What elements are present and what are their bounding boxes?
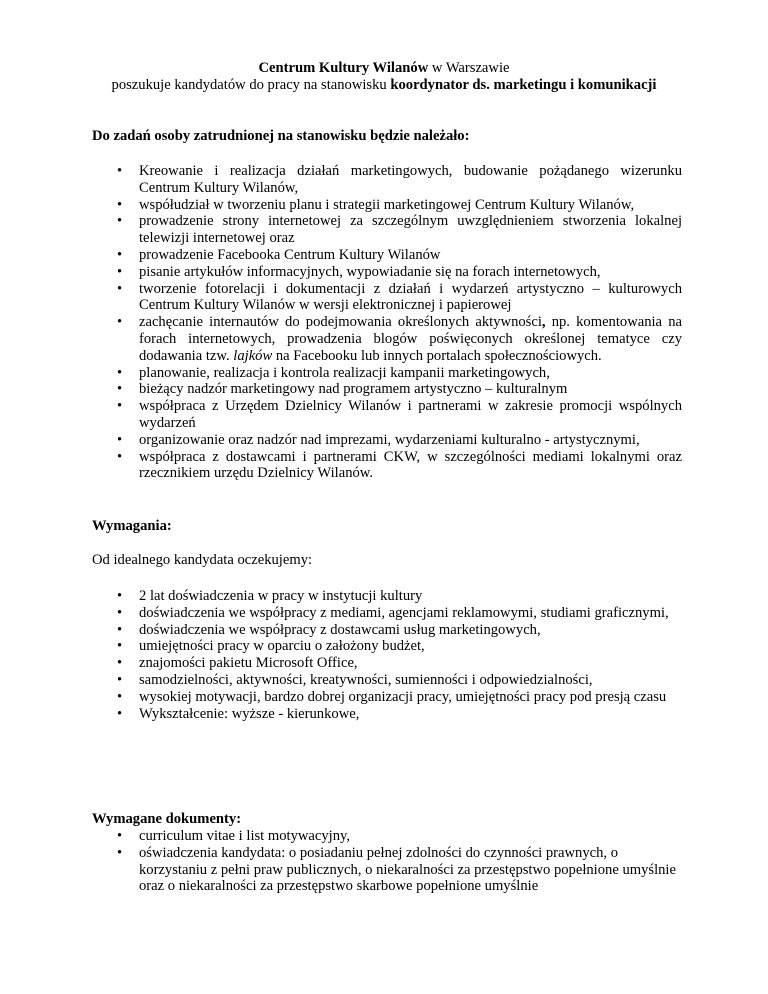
list-item: • bieżący nadzór marketingowy nad programem artystyczno – kulturalnym <box>117 381 568 398</box>
bullet-icon: • <box>117 655 123 672</box>
org-location: w Warszawie <box>428 60 510 76</box>
list-item: • Wykształcenie: wyższe - kierunkowe, <box>117 705 360 722</box>
duties-heading: Do zadań osoby zatrudnionej na stanowisku będzie należało: <box>92 128 470 144</box>
bullet-icon: • <box>117 604 123 621</box>
bullet-icon: • <box>117 448 123 465</box>
bullet-icon: • <box>117 263 123 280</box>
list-item: • prowadzenie strony internetowej za szczególnym uwzględnieniem stworzenia lokalnej telewizji internetowej oraz <box>117 213 682 247</box>
bullet-icon: • <box>117 381 123 398</box>
bullet-icon: • <box>117 213 123 230</box>
list-item: • curriculum vitae i list motywacyjny, <box>117 828 351 844</box>
bullet-icon: • <box>117 163 123 179</box>
bullet-icon: • <box>117 431 123 448</box>
list-item: • Kreowanie i realizacja działań marketingowych, budowanie pożądanego wizerunku Centrum Kultury Wilanów, <box>117 163 682 196</box>
list-item: • doświadczenia we współpracy z dostawcami usług marketingowych, <box>117 621 541 638</box>
list-item: • doświadczenia we współpracy z mediami, agencjami reklamowymi, studiami graficznymi, <box>117 604 669 621</box>
position-title: koordynator ds. marketingu i komunikacji <box>390 77 657 93</box>
list-item: • umiejętności pracy w oparciu o założony budżet, <box>117 638 425 655</box>
bullet-icon: • <box>117 588 123 604</box>
list-item: • współpraca z Urzędem Dzielnicy Wilanów i partnerami w zakresie promocji wspólnych wydarzeń <box>117 398 682 431</box>
list-item: • prowadzenie Facebooka Centrum Kultury Wilanów <box>117 246 441 263</box>
list-item: • planowanie, realizacja i kontrola realizacji kampanii marketingowych, <box>117 364 550 381</box>
bullet-icon: • <box>117 196 123 213</box>
list-item: • zachęcanie internautów do podejmowania określonych aktywności, np. komentowania na forach internetowych, prowadzenia blogów poświęconych określonej tematyce czy dodawania tzw. lajków na Facebooku lub innych portalach społecznościowych. <box>117 314 682 364</box>
list-item: • znajomości pakietu Microsoft Office, <box>117 655 358 672</box>
list-item: • tworzenie fotorelacji i dokumentacji z działań i wydarzeń artystyczno – kulturowych Centrum Kultury Wilanów w wersji elektronicznej i papierowej <box>117 280 682 314</box>
bullet-icon: • <box>117 398 123 415</box>
requirements-intro: Od idealnego kandydata oczekujemy: <box>92 552 313 568</box>
header-line-1 <box>0 60 768 77</box>
bullet-icon: • <box>117 621 123 638</box>
bullet-icon: • <box>117 280 123 297</box>
bullet-icon: • <box>117 246 123 263</box>
bullet-icon: • <box>117 688 123 705</box>
list-item: • wysokiej motywacji, bardzo dobrej organizacji pracy, umiejętności pracy pod presją czasu <box>117 688 667 705</box>
bullet-icon: • <box>117 671 123 688</box>
org-name: Centrum Kultury Wilanów <box>258 60 429 76</box>
requirements-list <box>92 588 682 722</box>
list-item: • pisanie artykułów informacyjnych, wypowiadanie się na forach internetowych, <box>117 263 601 280</box>
bullet-icon: • <box>117 364 123 381</box>
duties-list <box>92 163 682 482</box>
bullet-icon: • <box>117 828 123 844</box>
list-item: • organizowanie oraz nadzór nad imprezami, wydarzeniami kulturalno - artystycznymi, <box>117 431 640 448</box>
documents-list <box>92 828 682 895</box>
list-item: • samodzielności, aktywności, kreatywności, sumienności i odpowiedzialności, <box>117 671 593 688</box>
documents-heading: Wymagane dokumenty: <box>92 811 242 827</box>
header-prefix: poszukuje kandydatów do pracy na stanowisku <box>111 77 391 93</box>
requirements-heading: Wymagania: <box>92 518 172 534</box>
list-item: • oświadczenia kandydata: o posiadaniu pełnej zdolności do czynności prawnych, o korzystaniu z pełni praw publicznych, o niekaralności za przestępstwo popełnione umyślnie oraz o niekaralności za przestępstwo skarbowe popełnione umyślnie <box>117 844 676 895</box>
list-item: • 2 lat doświadczenia w pracy w instytucji kultury <box>117 588 423 604</box>
bullet-icon: • <box>117 844 123 861</box>
bullet-icon: • <box>117 314 123 331</box>
list-item: • współpraca z dostawcami i partnerami CKW, w szczególności mediami lokalnymi oraz rzecznikiem urzędu Dzielnicy Wilanów. <box>117 448 682 482</box>
bullet-icon: • <box>117 638 123 655</box>
bullet-icon: • <box>117 705 123 722</box>
list-item: • współudział w tworzeniu planu i strategii marketingowej Centrum Kultury Wilanów, <box>117 196 635 213</box>
italic-term: lajków <box>233 347 273 364</box>
header-line-2 <box>0 77 768 94</box>
